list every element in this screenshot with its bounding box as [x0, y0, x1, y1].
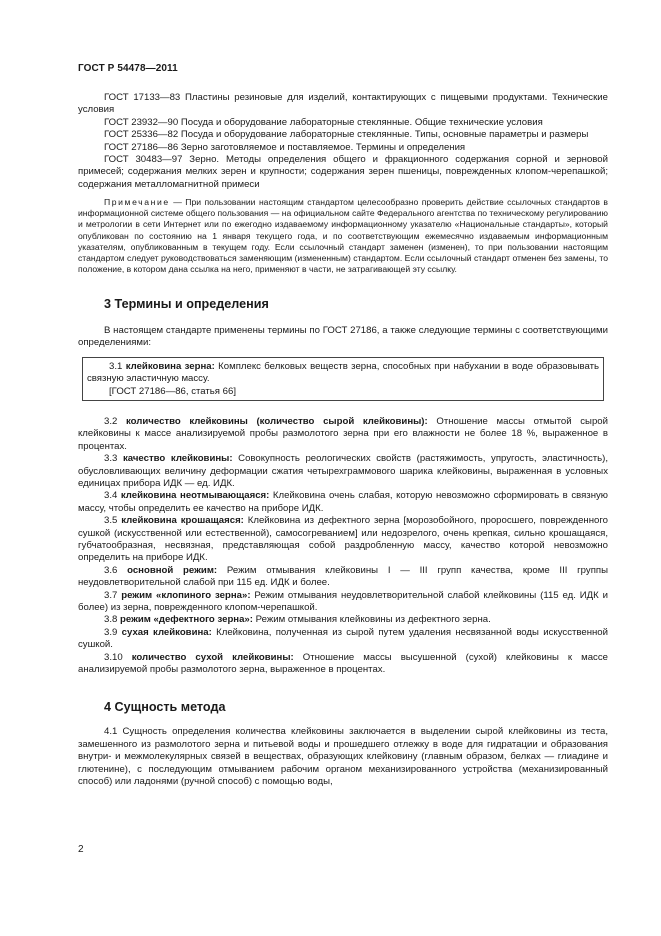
section-4-paragraph: 4.1 Сущность определения количества клейковины заключается в выделении сырой клейковины из теста, замешенного из размолотого зерна и питьевой воды и прошедшего отлежку в воде для гидратации и образования внутри- и межмолекулярных связей в веществах, образующих клейковину (главным образом, белках — глиадине и глютенине), с последующим отмыванием рабочим органом механизированного устройства (механизированный способ) или ладонями (ручной способ) с помощью воды, [78, 726, 608, 788]
definition-source: [ГОСТ 27186—86, статья 66] [109, 385, 236, 397]
reference-item: ГОСТ 17133—83 Пластины резиновые для изделий, контактирующих с пищевыми продуктами. Технические условия [78, 92, 608, 116]
page-number: 2 [78, 844, 84, 855]
term: клейковина зерна: [125, 360, 215, 372]
reference-item: ГОСТ 23932—90 Посуда и оборудование лабораторные стеклянные. Общие технические условия [104, 116, 543, 128]
term: количество клейковины (количество сырой клейковины): [126, 415, 428, 427]
section-4-heading: 4 Сущность метода [104, 700, 226, 715]
definition-item: 3.8 режим «дефектного зерна»: Режим отмывания клейковины из дефектного зерна. [104, 614, 491, 626]
note-label: Примечание [104, 197, 170, 208]
term: режим «дефектного зерна»: [120, 614, 253, 626]
definition-item: 3.7 режим «клопиного зерна»: Режим отмывания неудовлетворительной слабой клейковины (115 ед. ИДК и более) из зерна, поврежденного клопом-черепашкой. [78, 589, 608, 614]
definition-item: 3.3 качество клейковины: Совокупность реологических свойств (растяжимость, упругость, эластичность), обусловливающих величину деформации сжатия четырехграммового шарика клейковины, выраженная в условных единицах прибора ИДК — ед. ИДК. [78, 453, 608, 489]
definition-item: 3.10 количество сухой клейковины: Отношение массы высушенной (сухой) клейковины к массе анализируемой пробы размолотого зерна, выраженное в процентах. [78, 651, 608, 676]
definition-3-1: 3.1 клейковина зерна: Комплекс белковых веществ зерна, способных при набухании в воде образовывать связную эластичную массу. [87, 360, 599, 385]
reference-item: ГОСТ 25336—82 Посуда и оборудование лабораторные стеклянные. Типы, основные параметры и размеры [104, 129, 589, 141]
note [78, 197, 608, 275]
definitions-list [78, 416, 608, 677]
term: основной режим: [127, 564, 218, 576]
normative-references [78, 92, 608, 191]
term: качество клейковины: [122, 453, 233, 465]
section-3-heading: 3 Термины и определения [104, 296, 269, 311]
reference-item: ГОСТ 27186—86 Зерно заготовляемое и поставляемое. Термины и определения [104, 141, 466, 153]
term: клейковина неотмывающаяся: [120, 490, 270, 502]
term: клейковина крошащаяся: [121, 515, 244, 527]
document-header: ГОСТ Р 54478—2011 [78, 63, 178, 74]
definition-item: 3.5 клейковина крошащаяся: Клейковина из дефектного зерна [морозобойного, проросшего, поврежденного сушкой (искусственной или естественной), самосогреванием] или недозрелого, очень крепкая, сильно крошащаяся, губчатообразная, несвязная, представляющая собой раздробленную массу, качество которой невозможно определить на приборе ИДК. [78, 515, 608, 564]
definition-item: 3.4 клейковина неотмывающаяся: Клейковина очень слабая, которую невозможно сформировать в связную массу, чтобы определить ее качество на приборе ИДК. [78, 490, 608, 514]
term: сухая клейковина: [121, 626, 212, 638]
term: режим «клопиного зерна»: [121, 589, 251, 601]
note-text: — При пользовании настоящим стандартом целесообразно проверить действие ссылочных стандартов в информационной системе общего пользования — на официальном сайте Федерального агентства по техническому регулированию и метрологии в сети Интернет или по ежегодно издаваемому информационному указателю «Национальные стандарты», который опубликован по состоянию на 1 января текущего года, и по соответствующим ежемесячно издаваемым информационным указателям, опубликованным в текущем году. Если ссылочный стандарт заменен (изменен), то при пользовании настоящим стандартом следует руководствоваться заменяющим (измененным) стандартом. Если ссылочный стандарт отменен без замены, то положение, в котором дана ссылка на него, применяют в части, не затрагивающей эту ссылку. [78, 197, 608, 274]
document-body [78, 92, 608, 789]
definition-item: 3.9 сухая клейковина: Клейковина, полученная из сырой путем удаления несвязанной воды искусственной сушкой. [78, 626, 608, 651]
term: количество сухой клейковины: [131, 651, 294, 663]
definition-item: 3.2 количество клейковины (количество сырой клейковины): Отношение массы отмытой сырой клейковины к массе анализируемой пробы размолотого зерна при его влажности не более 18 %, выраженное в процентах. [78, 415, 608, 452]
reference-item: ГОСТ 30483—97 Зерно. Методы определения общего и фракционного содержания сорной и зерновой примесей; содержания мелких зерен и крупности; содержания зерен пшеницы, поврежденных клопом-черепашкой; содержания металломагнитной примеси [78, 154, 608, 190]
section-3-intro: В настоящем стандарте применены термины по ГОСТ 27186, а также следующие термины с соответствующими определениями: [78, 324, 608, 349]
boxed-definition [82, 357, 604, 401]
definition-item: 3.6 основной режим: Режим отмывания клейковины I — III групп качества, кроме III группы неудовлетворительной слабой при 115 ед. ИДК и более. [78, 564, 608, 589]
